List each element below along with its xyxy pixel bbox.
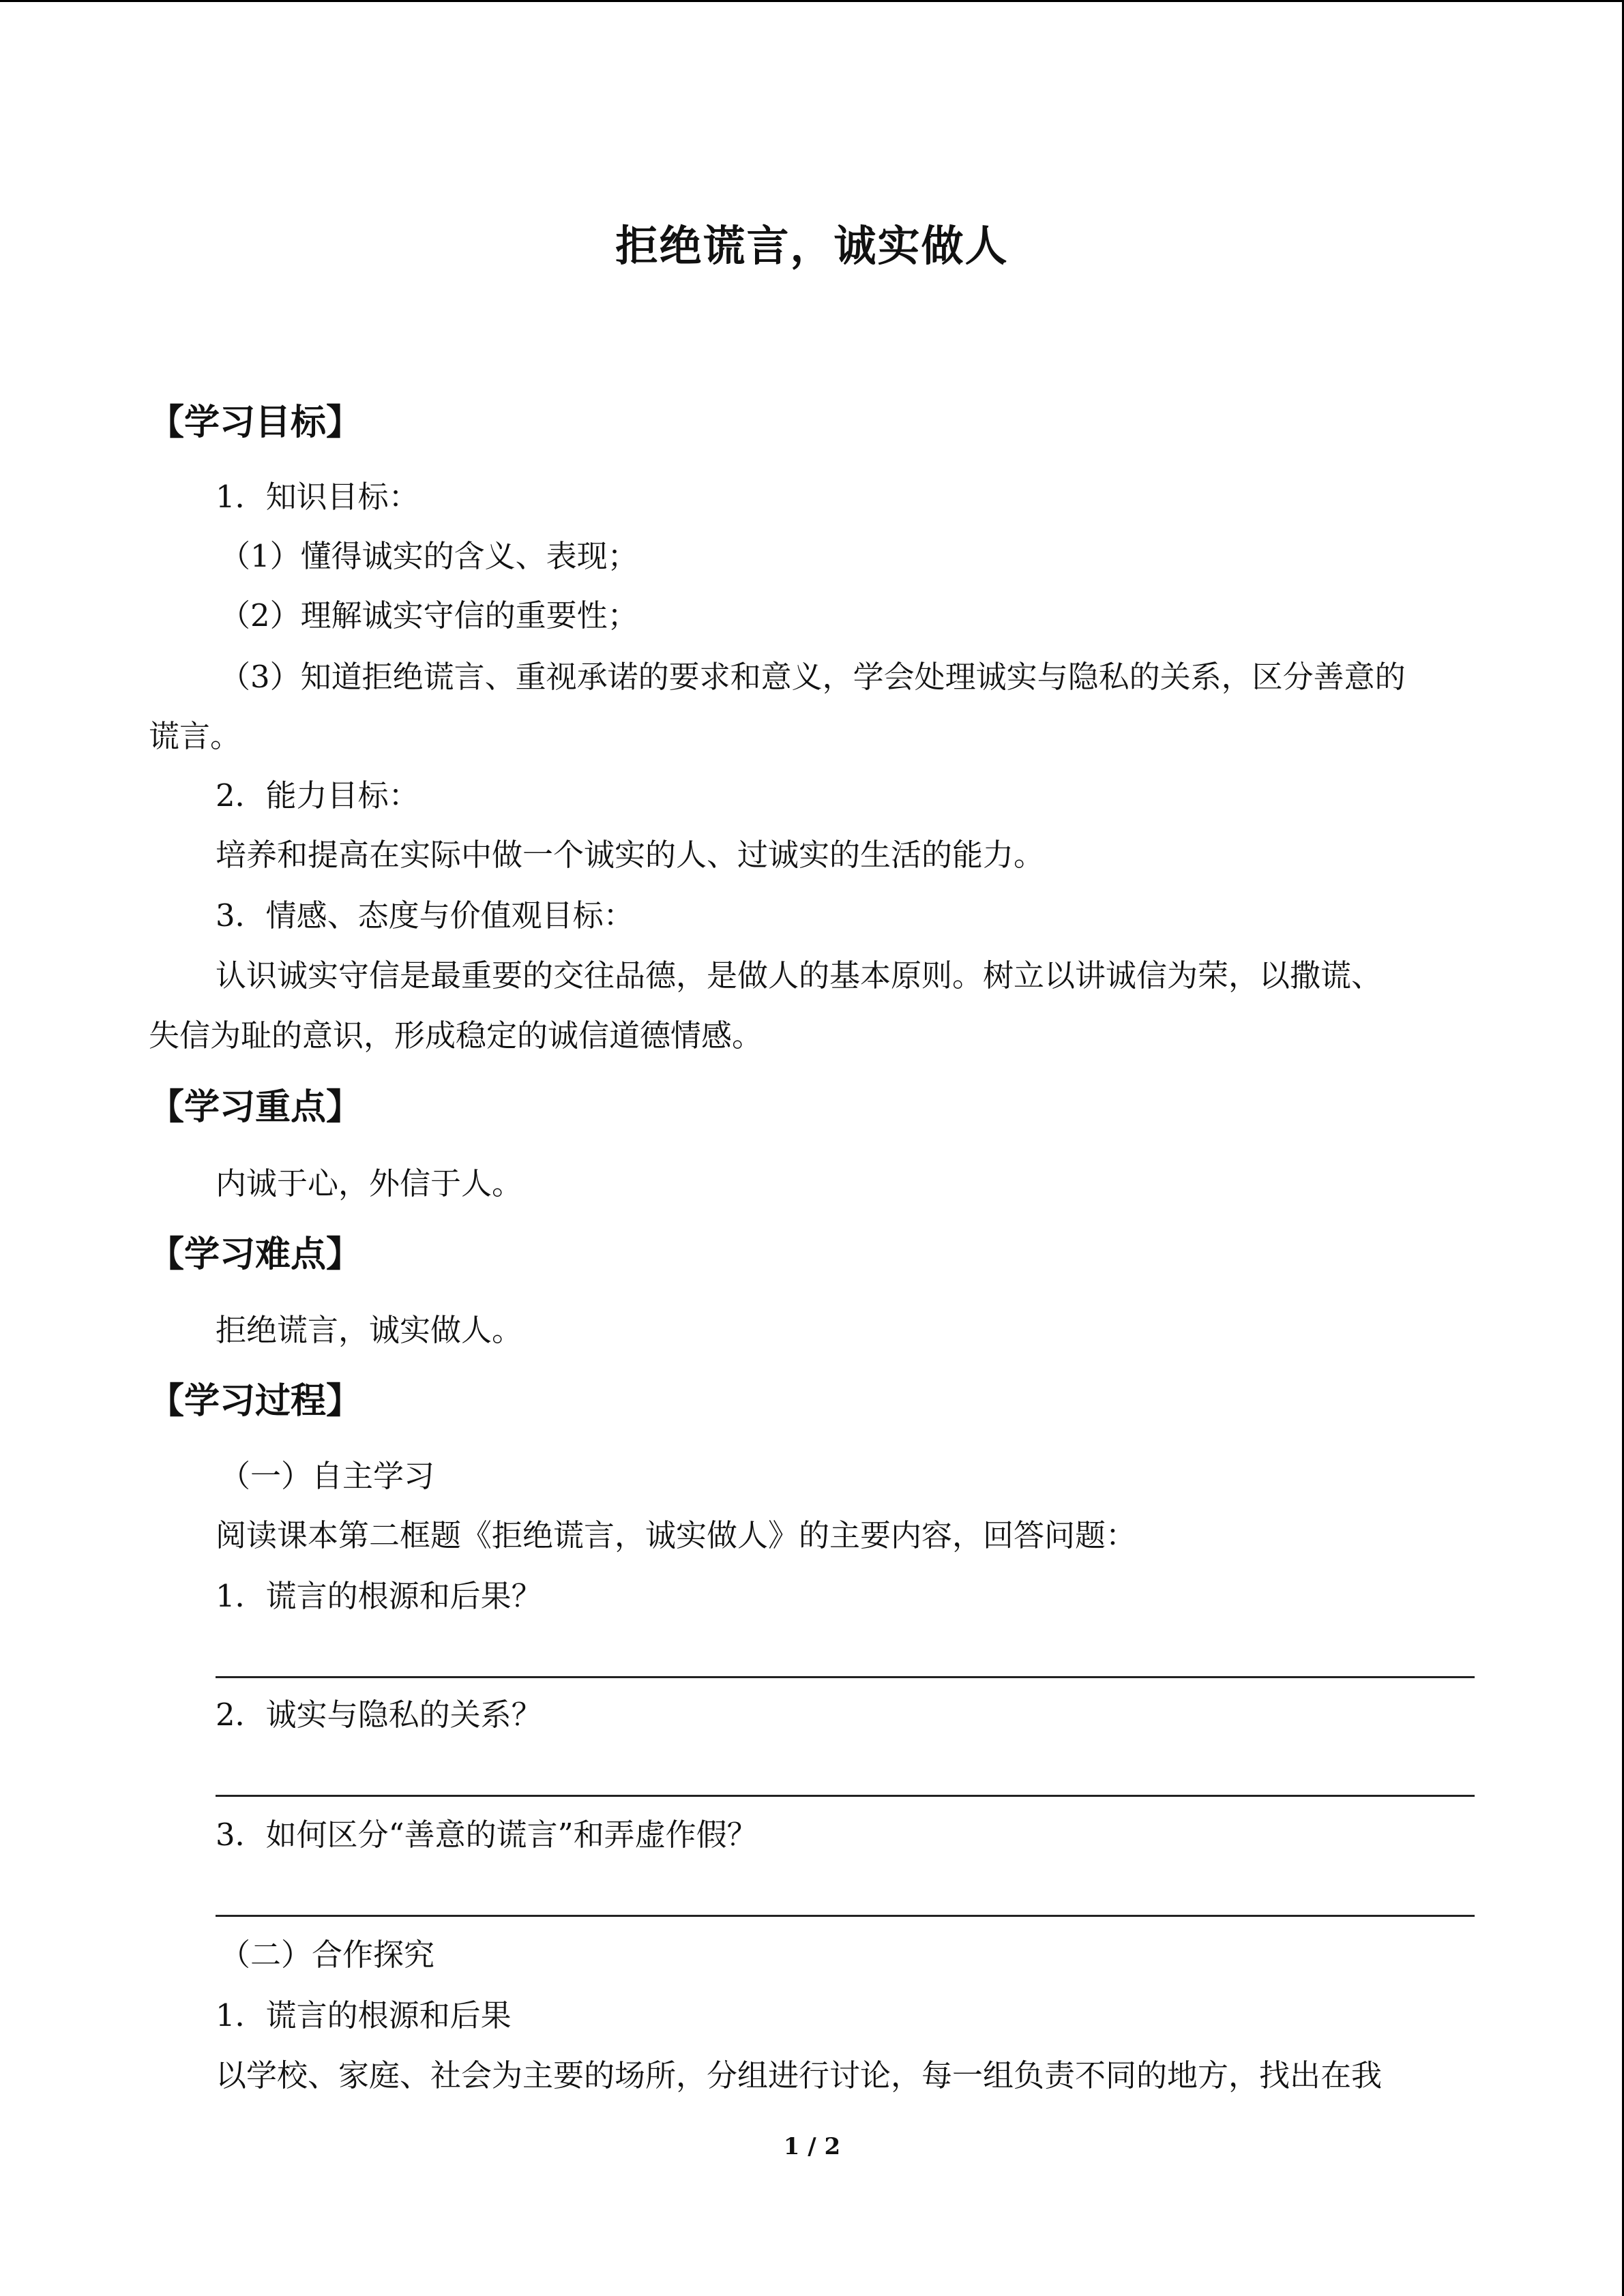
heading-difficulties: 【学习难点】	[149, 1234, 362, 1275]
emotion-goal-label: 3．情感、态度与价值观目标：	[216, 897, 634, 934]
knowledge-goal-item-3-cont: 谎言。	[149, 718, 241, 754]
heading-learning-process: 【学习过程】	[149, 1380, 362, 1422]
emotion-goal-text-cont: 失信为耻的意识，形成稳定的诚信道德情感。	[149, 1017, 763, 1054]
cooperative-study-label: （二）合作探究	[220, 1937, 435, 1973]
heading-key-points: 【学习重点】	[149, 1086, 362, 1128]
key-points-text: 内诚于心，外信于人。	[216, 1165, 523, 1202]
difficulties-text: 拒绝谎言，诚实做人。	[216, 1312, 523, 1348]
answer-line-1[interactable]	[216, 1676, 1475, 1678]
knowledge-goal-label: 1．知识目标：	[216, 479, 419, 515]
page-number: 1 / 2	[783, 2133, 841, 2160]
knowledge-goal-item-2: （2）理解诚实守信的重要性；	[220, 597, 638, 633]
answer-line-2[interactable]	[216, 1795, 1475, 1797]
cooperative-text: 以学校、家庭、社会为主要的场所，分组进行讨论，每一组负责不同的地方，找出在我	[216, 2057, 1383, 2093]
emotion-goal-text: 认识诚实守信是最重要的交往品德，是做人的基本原则。树立以讲诚信为荣，以撒谎、	[216, 957, 1383, 994]
heading-learning-goals: 【学习目标】	[149, 402, 362, 443]
self-study-label: （一）自主学习	[220, 1458, 435, 1494]
question-1: 1．谎言的根源和后果？	[216, 1578, 542, 1614]
ability-goal-label: 2．能力目标：	[216, 777, 419, 814]
knowledge-goal-item-3: （3）知道拒绝谎言、重视承诺的要求和意义，学会处理诚实与隐私的关系，区分善意的	[220, 659, 1406, 695]
knowledge-goal-item-1: （1）懂得诚实的含义、表现；	[220, 538, 638, 574]
document-title: 拒绝谎言，诚实做人	[615, 221, 1009, 271]
cooperative-item-1: 1．谎言的根源和后果	[216, 1997, 512, 2033]
answer-line-3[interactable]	[216, 1915, 1475, 1917]
ability-goal-text: 培养和提高在实际中做一个诚实的人、过诚实的生活的能力。	[216, 837, 1045, 873]
question-3: 3．如何区分“善意的谎言”和弄虚作假？	[216, 1817, 758, 1853]
question-2: 2．诚实与隐私的关系？	[216, 1697, 542, 1733]
reading-instruction: 阅读课本第二框题《拒绝谎言，诚实做人》的主要内容，回答问题：	[216, 1517, 1137, 1553]
